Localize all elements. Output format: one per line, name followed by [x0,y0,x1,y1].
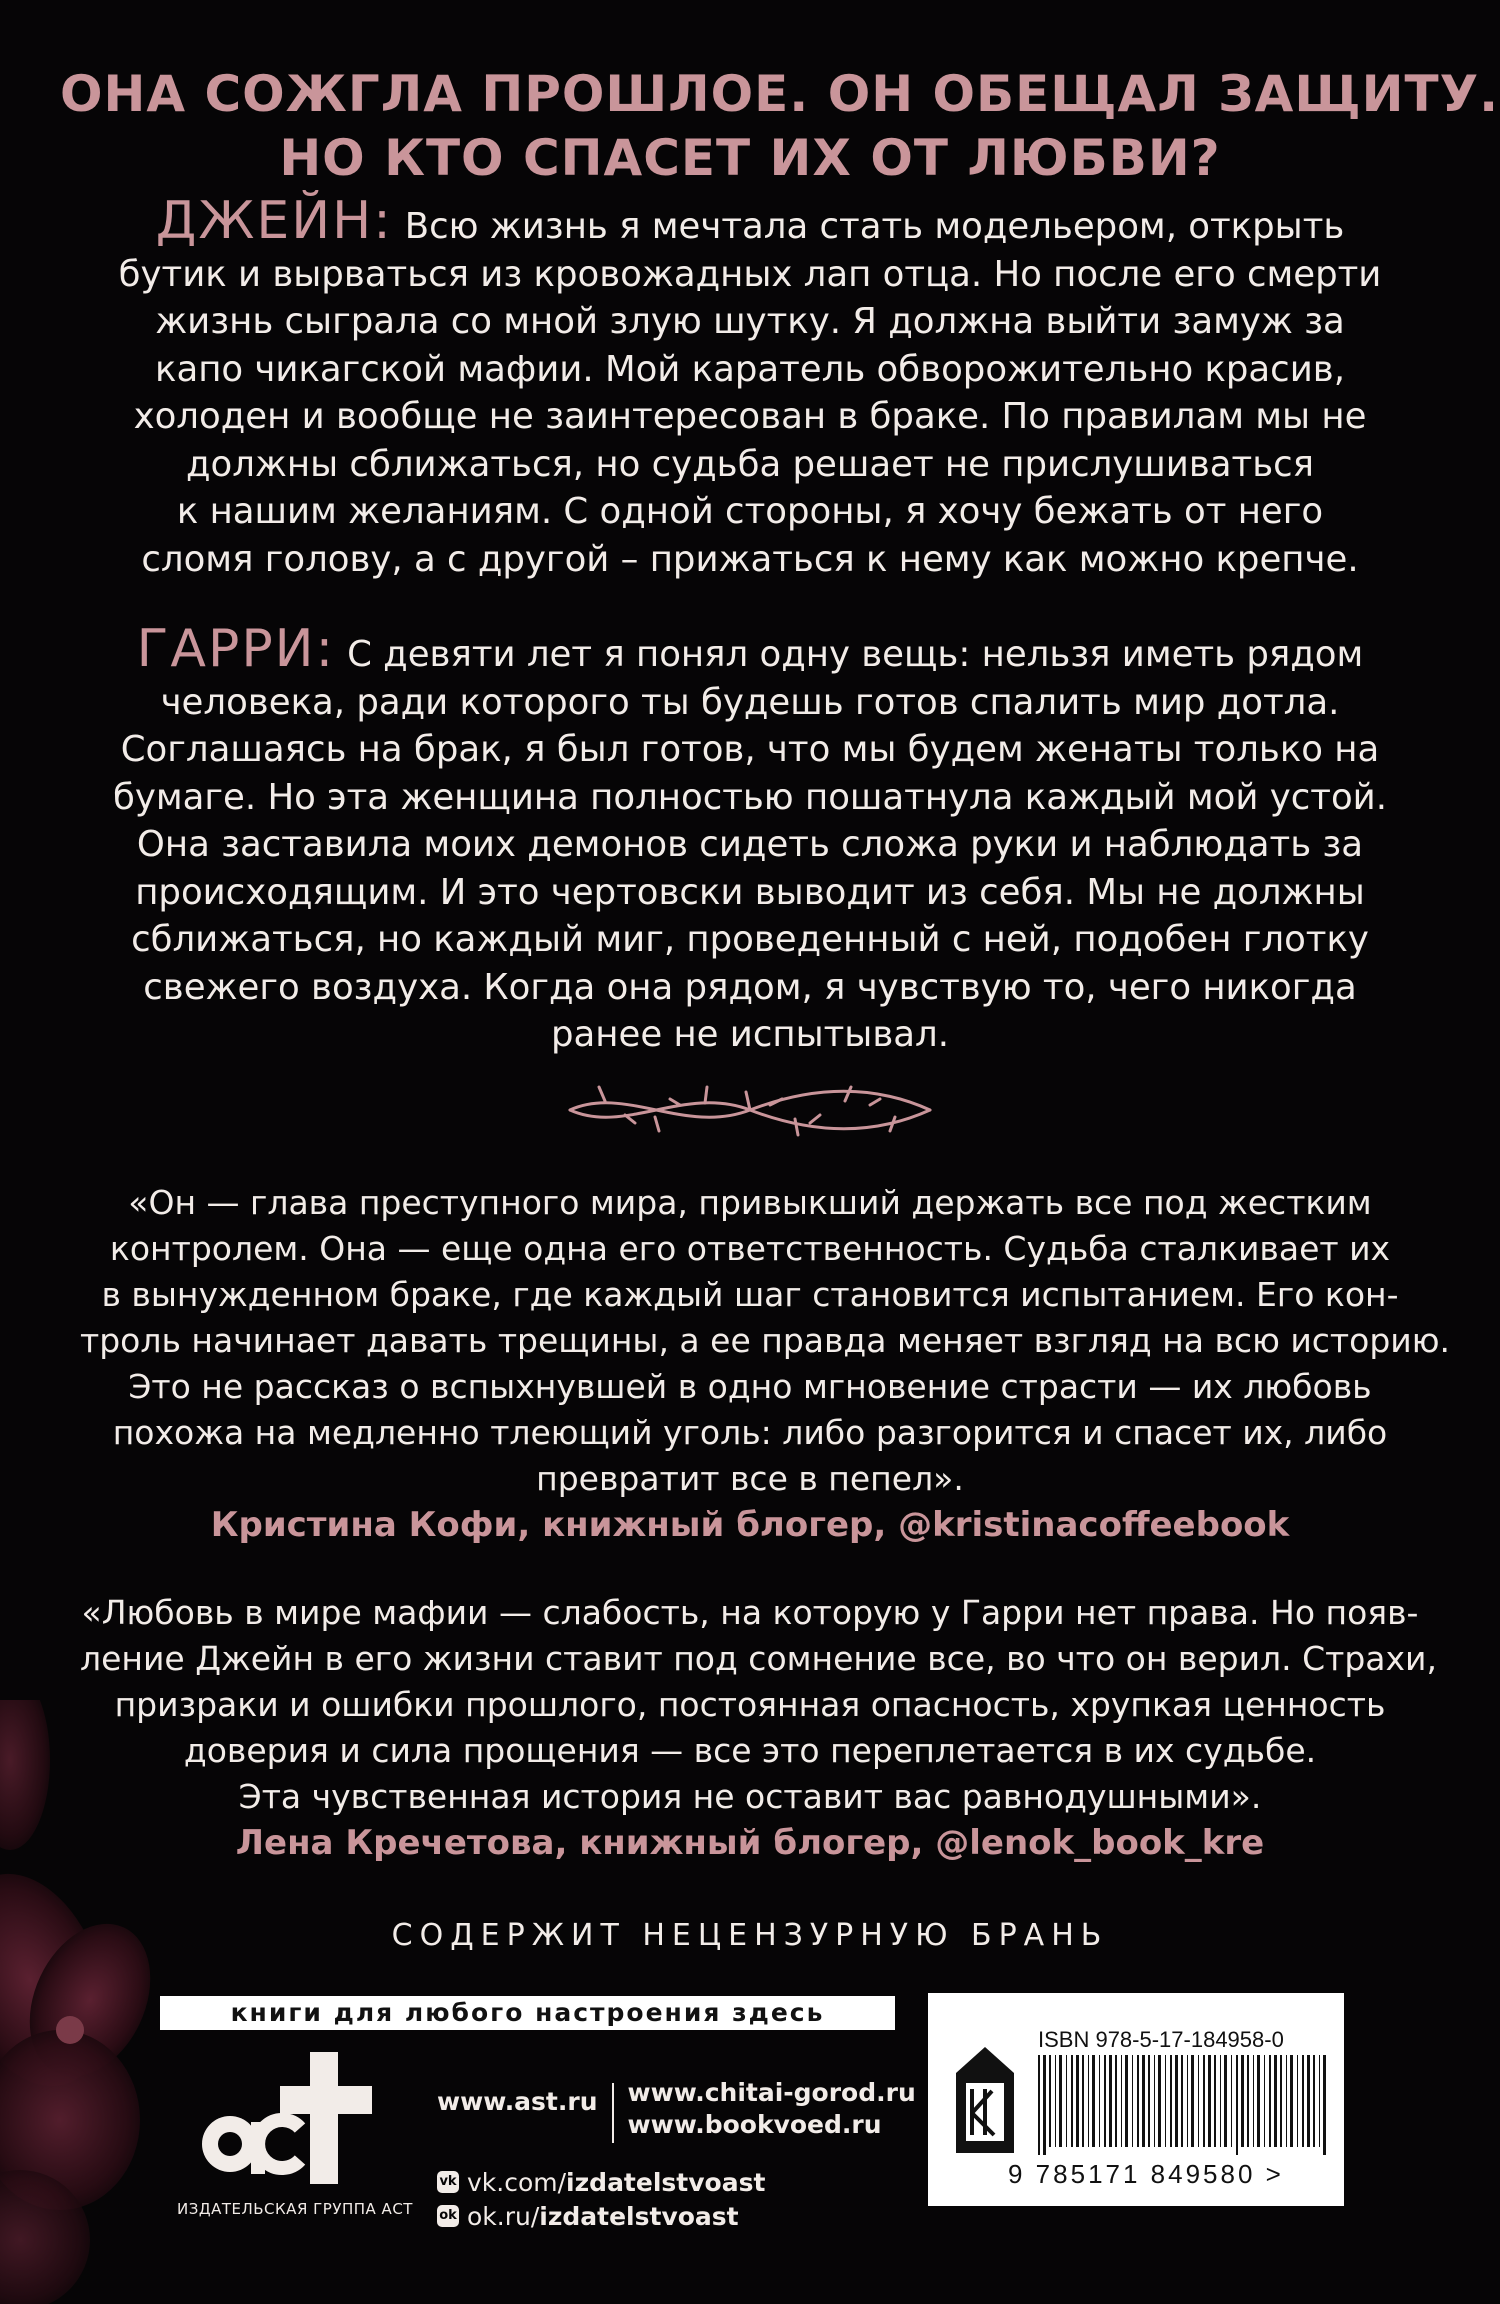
review-2-line: Эта чувственная история не оставит вас равнодушными». [238,1777,1262,1816]
harry-line: ранее не испытывал. [551,1014,949,1055]
barcode-bar [1154,2055,1155,2147]
social-handle: izdatelstvoast [566,2167,766,2197]
barcode-bar [1038,2055,1040,2155]
review-2 [80,1590,1437,1866]
lantern-icon [950,2043,1020,2163]
jane-blurb [80,191,1420,583]
jane-line: сломя голову, а с другой – прижаться к нему как можно крепче. [141,538,1359,580]
barcode-bar [1253,2055,1254,2147]
content-warning: СОДЕРЖИТ НЕЦЕНЗУРНУЮ БРАНЬ [391,1918,1109,1953]
barcode-number: 9 785171 849580 > [1008,2159,1284,2189]
barcode-bar [1203,2055,1205,2147]
barcode-bar [1115,2055,1117,2147]
ok-icon: ok [437,2205,459,2227]
barcode-bar [1220,2055,1221,2147]
harry-line: свежего воздуха. Когда она рядом, я чувствую то, чего никогда [143,966,1357,1008]
social-prefix: ok.ru/ [467,2201,540,2231]
review-2-line: ление Джейн в его жизни ставит под сомнение все, во что он верил. Страхи, [80,1639,1437,1678]
harry-line: С девяти лет я понял одну вещь: нельзя иметь рядом [347,634,1364,675]
social-links [437,2165,765,2233]
barcode-bar [1082,2055,1084,2147]
review-1-line: «Он — глава преступного мира, привыкший держать все под жестким [128,1183,1372,1222]
review-1-line: похожа на медленно тлеющий уголь: либо разгорится и спасет их, либо [112,1413,1388,1452]
barcode-bar [1170,2055,1172,2147]
barcode-bar [1297,2055,1298,2147]
headline-line-1: ОНА СОЖГЛА ПРОШЛОЕ. ОН ОБЕЩАЛ ЗАЩИТУ. [60,65,1500,123]
barcode-bar [1286,2055,1287,2147]
jane-line: к нашим желаниям. С одной стороны, я хочу бежать от него [176,491,1324,532]
jane-line: бутик и вырваться из кровожадных лап отца. Но после его смерти [118,253,1382,295]
barcode-bar [1241,2055,1244,2147]
harry-line: человека, ради которого ты будешь готов спалить мир дотла. [160,681,1340,723]
website-links [437,2077,916,2143]
review-2-line: призраки и ошибки прошлого, постоянная опасность, хрупкая ценность [114,1685,1386,1724]
barcode-bar [1187,2055,1188,2147]
barcode-panel [928,1993,1344,2206]
barcode-bar [1274,2055,1277,2147]
social-ok-link[interactable] [437,2199,765,2233]
social-vk-link[interactable] [437,2165,765,2199]
review-1-line: превратит все в пепел». [536,1459,964,1498]
harry-line: сближаться, но каждый миг, проведенный с ней, подобен глотку [131,919,1369,960]
barcode-bar [1137,2055,1139,2147]
barcode-bar [1148,2055,1150,2147]
harry-line: происходящим. И это чертовски выводит из себя. Мы не должны [135,871,1365,913]
barcode-bar [1099,2055,1100,2147]
barcode-bar [1257,2055,1260,2147]
barcode-bar [1236,2055,1238,2155]
harry-line: Она заставила моих демонов сидеть сложа руки и наблюдать за [136,824,1364,865]
barcode-bar [1198,2055,1199,2147]
review-2-author: Лена Кречетова, книжный блогер, @lenok_book_kre [235,1823,1265,1863]
barcode-bar [1181,2055,1183,2147]
barcode-bar [1092,2055,1095,2147]
harry-line: бумаге. Но эта женщина полностью пошатнула каждый мой устой. [112,776,1388,818]
barcode-bar [1264,2055,1265,2147]
jane-line: капо чикагской мафии. Мой каратель обворожительно красив, [155,348,1345,390]
slogan-banner: книги для любого настроения здесь [160,1996,895,2030]
barcode-bar [1313,2055,1315,2147]
barcode-bar [1165,2055,1166,2147]
vk-icon: vk [437,2171,459,2193]
review-1-line: контролем. Она — еще одна его ответственность. Судьба сталкивает их [109,1229,1391,1268]
barcode-bar [1104,2055,1106,2147]
barcode-bar [1269,2055,1271,2147]
barcode-bar [1088,2055,1089,2147]
barcode-bar [1049,2055,1051,2147]
review-2-line: доверия и сила прощения — все это переплетается в их судьбе. [183,1731,1317,1770]
barcode-bar [1214,2055,1216,2147]
barcode-bar [1055,2055,1056,2147]
barcode-bar [1071,2055,1073,2147]
harry-blurb [80,619,1420,1059]
review-1-line: троль начинает давать трещины, а ее правда меняет взгляд на всю историю. [80,1321,1450,1360]
barcode-bar [1290,2055,1293,2147]
shop-link-chitai-gorod[interactable]: www.chitai-gorod.ru [627,2078,916,2107]
review-1 [80,1180,1450,1548]
ast-logo [190,2044,390,2194]
headline-line-2: НО КТО СПАСЕТ ИХ ОТ ЛЮБВИ? [279,129,1221,187]
publisher-caption: ИЗДАТЕЛЬСКАЯ ГРУППА АСТ [177,2200,413,2218]
harry-line: Соглашаясь на брак, я был готов, что мы будем женаты только на [120,729,1380,770]
site-link[interactable]: www.ast.ru [437,2087,598,2116]
barcode-bar [1302,2055,1304,2147]
jane-line: жизнь сыграла со мной злую шутку. Я должна выйти замуж за [155,301,1345,342]
barcode-bar [1280,2055,1282,2147]
social-prefix: vk.com/ [467,2167,567,2197]
barcode-bar [1307,2055,1310,2147]
barcode-bar [1175,2055,1178,2147]
barcode-bar [1109,2055,1112,2147]
barcode-bar [1208,2055,1211,2147]
barcode-bar [1247,2055,1249,2147]
barcode-bar [1142,2055,1145,2147]
barcode-bars [1038,2055,1328,2155]
barcode-bar [1158,2055,1161,2147]
barcode-bar [1076,2055,1079,2147]
jane-line: холоден и вообще не заинтересован в браке. По правилам мы не [133,396,1367,437]
barcode-bar [1121,2055,1122,2147]
barcode-bar [1231,2055,1232,2147]
barcode-bar [1043,2055,1046,2155]
barcode-bar [1224,2055,1227,2147]
review-1-line: в вынужденном браке, где каждый шаг становится испытанием. Его кон- [101,1275,1399,1314]
thorn-vine-ornament [565,1075,935,1145]
review-2-line: «Любовь в мире мафии — слабость, на которую у Гарри нет права. Но появ- [81,1593,1419,1632]
isbn-text: ISBN 978-5-17-184958-0 [1038,2027,1284,2052]
jane-line: Всю жизнь я мечтала стать модельером, открыть [404,206,1345,247]
harry-speaker-label: ГАРРИ: [136,619,336,679]
barcode-bar [1059,2055,1062,2147]
links-divider [612,2083,614,2143]
barcode-bar [1319,2055,1320,2147]
shop-link-bookvoed[interactable]: www.bookvoed.ru [627,2110,882,2139]
review-1-line: Это не рассказ о вспыхнувшей в одно мгновение страсти — их любовь [128,1367,1372,1406]
jane-line: должны сближаться, но судьба решает не прислушиваться [185,443,1315,485]
review-1-author: Кристина Кофи, книжный блогер, @kristinacoffeebook [210,1505,1290,1545]
barcode-bar [1066,2055,1067,2147]
barcode-bar [1125,2055,1128,2147]
barcode-bar [1132,2055,1133,2147]
headline [60,62,1500,190]
barcode-bar [1191,2055,1194,2147]
barcode-bar [1323,2055,1326,2155]
social-handle: izdatelstvoast [539,2201,739,2231]
jane-speaker-label: ДЖЕЙН: [155,191,393,251]
